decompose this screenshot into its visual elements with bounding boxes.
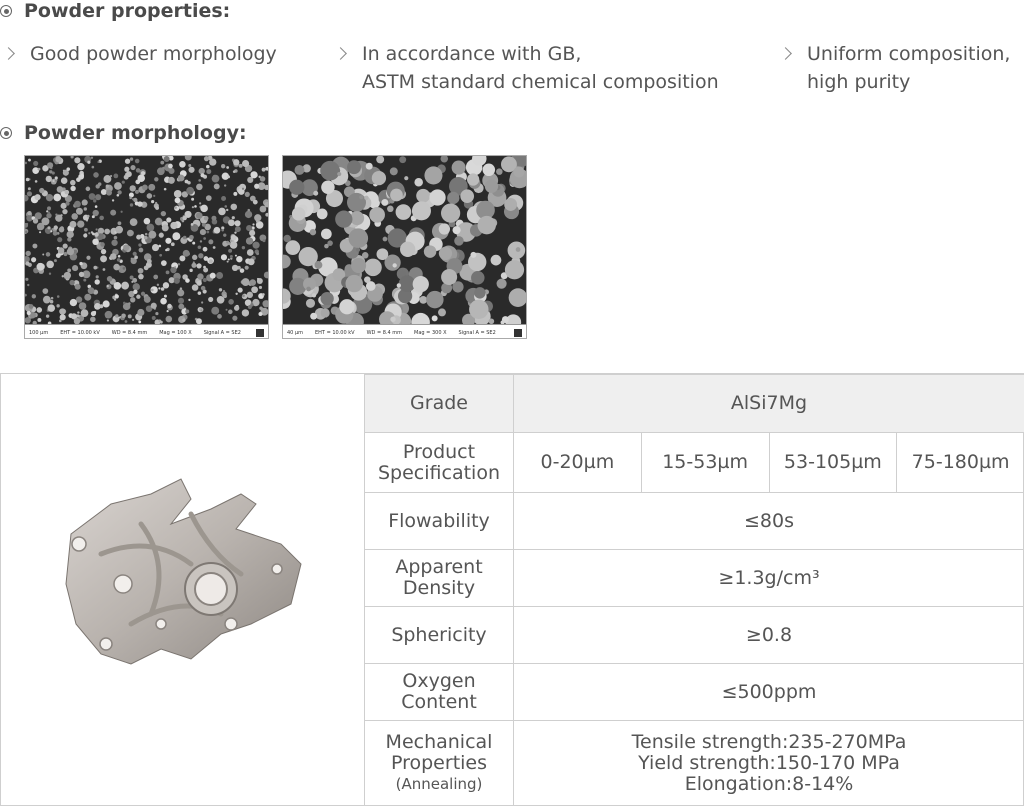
sem-eht: EHT = 10.00 kV	[60, 329, 100, 336]
sem-info-bar	[25, 324, 268, 339]
section-title: Powder properties:	[24, 0, 231, 22]
section-title: Powder morphology:	[24, 122, 247, 144]
density-value: ≥1.3g/cm³	[514, 550, 1024, 607]
oxygen-label: Oxygen Content	[365, 664, 514, 721]
printed-part-image	[41, 474, 311, 684]
grade-row	[365, 375, 1024, 433]
mechanical-row	[365, 721, 1024, 806]
sem-scale: 40 µm	[287, 329, 304, 336]
chevron-right-icon	[334, 47, 347, 60]
sem-info-bar	[283, 324, 526, 339]
property-item	[4, 40, 277, 68]
flowability-row	[365, 493, 1024, 550]
property-item	[336, 40, 719, 96]
zeiss-logo-icon	[256, 329, 264, 337]
chevron-right-icon	[779, 47, 792, 60]
flowability-label: Flowability	[365, 493, 514, 550]
product-spec-row	[365, 433, 1024, 493]
spec-table-frame	[0, 373, 1024, 806]
sem-scale: 100 µm	[29, 329, 49, 336]
density-row	[365, 550, 1024, 607]
property-text: Uniform composition, high purity	[807, 43, 1011, 93]
chevron-right-icon	[2, 47, 15, 60]
powder-properties-list	[0, 40, 1024, 100]
elongation: Elongation:8-14%	[684, 772, 854, 795]
powder-particles-image	[283, 156, 526, 324]
sem-image-100x	[24, 155, 269, 339]
sem-mag: Mag = 300 X	[414, 329, 447, 336]
oxygen-row	[365, 664, 1024, 721]
density-label: Apparent Density	[365, 550, 514, 607]
powder-properties-heading	[0, 0, 230, 22]
product-spec-value: 53-105µm	[769, 433, 897, 493]
mechanical-label: Mechanical Properties	[385, 730, 493, 774]
sem-mag: Mag = 100 X	[159, 329, 192, 336]
yield-strength: Yield strength:150-170 MPa	[638, 751, 900, 774]
property-text: Good powder morphology	[30, 43, 277, 65]
oxygen-value: ≤500ppm	[514, 664, 1024, 721]
product-spec-value: 75-180µm	[897, 433, 1024, 493]
grade-label: Grade	[365, 375, 514, 433]
product-spec-value: 15-53µm	[641, 433, 769, 493]
mechanical-label-cell	[365, 721, 514, 806]
sphericity-row	[365, 607, 1024, 664]
powder-particles-image	[25, 156, 268, 324]
sem-signal: Signal A = SE2	[203, 329, 241, 336]
radio-bullet-icon	[0, 5, 12, 17]
tensile-strength: Tensile strength:235-270MPa	[631, 730, 907, 753]
sem-signal: Signal A = SE2	[458, 329, 496, 336]
sem-wd: WD = 8.4 mm	[366, 329, 403, 336]
grade-value: AlSi7Mg	[514, 375, 1024, 433]
property-text: In accordance with GB, ASTM standard chemical composition	[362, 43, 719, 93]
sphericity-label: Sphericity	[365, 607, 514, 664]
mechanical-sublabel: (Annealing)	[395, 774, 483, 793]
radio-bullet-icon	[0, 127, 12, 139]
product-spec-value: 0-20µm	[514, 433, 642, 493]
zeiss-logo-icon	[514, 329, 522, 337]
specification-table	[364, 374, 1024, 806]
product-spec-label: Product Specification	[365, 433, 514, 493]
powder-morphology-heading	[0, 122, 247, 144]
sphericity-value: ≥0.8	[514, 607, 1024, 664]
mechanical-value-cell	[514, 721, 1024, 806]
flowability-value: ≤80s	[514, 493, 1024, 550]
sem-wd: WD = 8.4 mm	[111, 329, 148, 336]
sem-image-300x	[282, 155, 527, 339]
sem-eht: EHT = 10.00 kV	[315, 329, 355, 336]
property-item	[781, 40, 1010, 96]
